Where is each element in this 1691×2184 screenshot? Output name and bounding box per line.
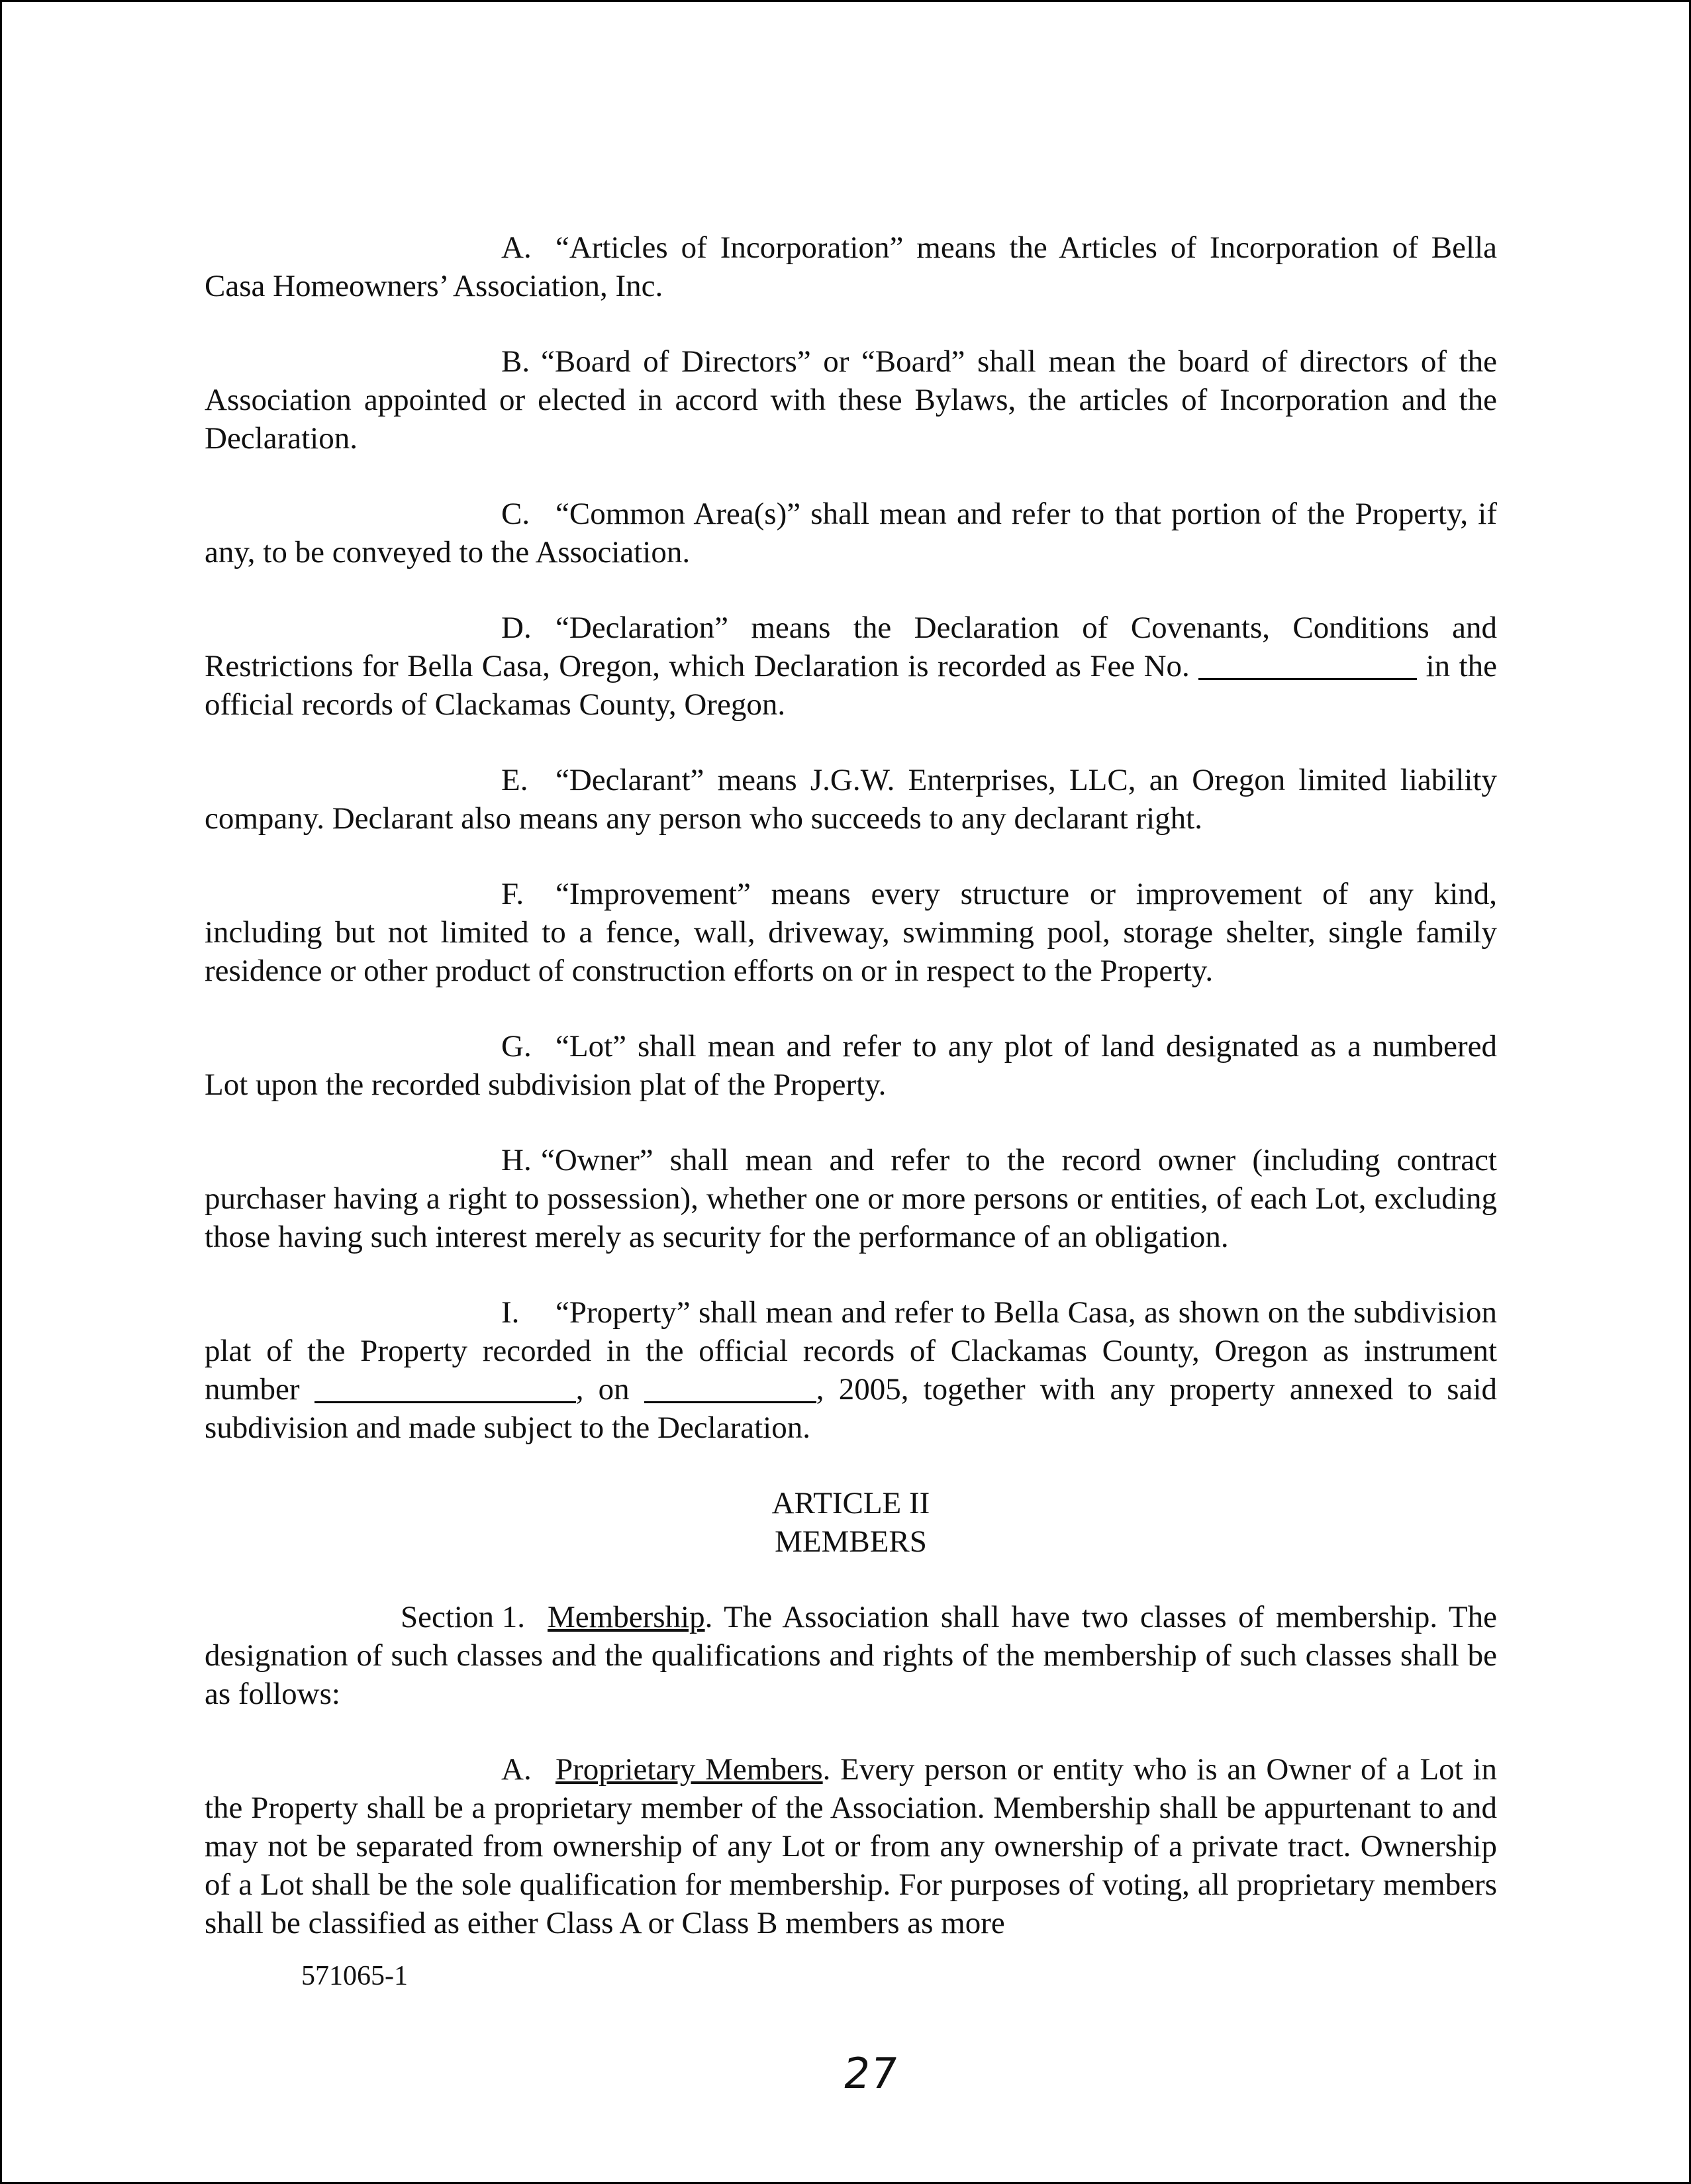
definition-text: “Common Area(s)” shall mean and refer to that portion of the Property, if any, to be conveyed to the Association.	[205, 497, 1497, 570]
definition-letter: H.	[501, 1143, 532, 1177]
definition-text: “Lot” shall mean and refer to any plot of land designated as a numbered Lot upon the recorded subdivision plat of the Property.	[205, 1029, 1497, 1102]
article-heading	[205, 1484, 1497, 1561]
definition-text: “Improvement” means every structure or improvement of any kind, including but not limited to a fence, wall, driveway, swimming pool, storage shelter, single family residence or other product of construction efforts on or in respect to the Property.	[205, 877, 1497, 988]
section-text: . The Association shall have two classes of membership. The designation of such classes and the qualifications and rights of the membership of such classes shall be as follows:	[205, 1600, 1497, 1711]
subsection-letter: A.	[501, 1752, 532, 1787]
definition-text-continued: in the official records of Clackamas County, Oregon.	[205, 649, 1497, 722]
definition-letter: G.	[501, 1029, 532, 1064]
definition-d	[205, 609, 1497, 724]
definition-b	[205, 342, 1497, 458]
definition-g	[205, 1027, 1497, 1104]
definition-text: “Owner” shall mean and refer to the record owner (including contract purchaser having a right to possession), whether one or more persons or entities, of each Lot, excluding those having such interest merely as security for the performance of an obligation.	[205, 1143, 1497, 1254]
definition-h	[205, 1141, 1497, 1256]
definition-text: “Declaration” means the Declaration of Covenants, Conditions and Restrictions for Bella Casa, Oregon, which Declaration is recorded as Fee No.	[205, 611, 1497, 683]
subsection-text: . Every person or entity who is an Owner of a Lot in the Property shall be a proprietary member of the Association. Membership shall be appurtenant to and may not be separated from ownership of any Lot or from any ownership of a private tract. Ownership of a Lot shall be the sole qualification for membership. For purposes of voting, all proprietary members shall be classified as either Class A or Class B members as more	[205, 1752, 1497, 1940]
definition-letter: I.	[501, 1295, 520, 1330]
subsection-heading: Proprietary Members	[556, 1752, 823, 1787]
section-heading: Membership	[548, 1600, 705, 1634]
document-body	[205, 228, 1497, 1979]
definition-text: “Articles of Incorporation” means the Articles of Incorporation of Bella Casa Homeowners’ Association, Inc.	[205, 230, 1497, 303]
definition-text: “Property” shall mean and refer to Bella Casa, as shown on the subdivision plat of the Property recorded in the official records of Clackamas County, Oregon as instrument number	[205, 1295, 1497, 1407]
fee-number-blank	[1198, 652, 1417, 680]
subsection-a	[205, 1750, 1497, 1942]
definition-a	[205, 228, 1497, 305]
definition-letter: B.	[501, 344, 530, 379]
definition-e	[205, 761, 1497, 838]
definition-text-end: , 2005, together with any property annexed to said subdivision and made subject to the Declaration.	[205, 1372, 1498, 1445]
definition-text: “Board of Directors” or “Board” shall mean the board of directors of the Association appointed or elected in accord with these Bylaws, the articles of Incorporation and the Declaration.	[205, 344, 1497, 456]
definition-letter: E.	[501, 763, 528, 797]
definition-i	[205, 1293, 1497, 1447]
definition-f	[205, 875, 1497, 990]
section-1	[205, 1598, 1497, 1713]
definition-letter: F.	[501, 877, 524, 911]
definition-text: “Declarant” means J.G.W. Enterprises, LLC, an Oregon limited liability company. Declarant also means any person who succeeds to any declarant right.	[205, 763, 1497, 836]
definition-c	[205, 495, 1497, 571]
instrument-number-blank	[314, 1375, 576, 1403]
definition-letter: A.	[501, 230, 532, 265]
definition-letter: C.	[501, 497, 530, 531]
handwritten-page-number: 27	[840, 2050, 901, 2099]
date-blank	[644, 1375, 816, 1403]
document-code: 571065-1	[301, 1961, 408, 1991]
article-title: MEMBERS	[775, 1524, 927, 1559]
section-label: Section 1.	[401, 1600, 525, 1634]
definition-text-continued: , on	[575, 1372, 630, 1407]
article-number: ARTICLE II	[771, 1486, 930, 1520]
definition-letter: D.	[501, 611, 532, 645]
